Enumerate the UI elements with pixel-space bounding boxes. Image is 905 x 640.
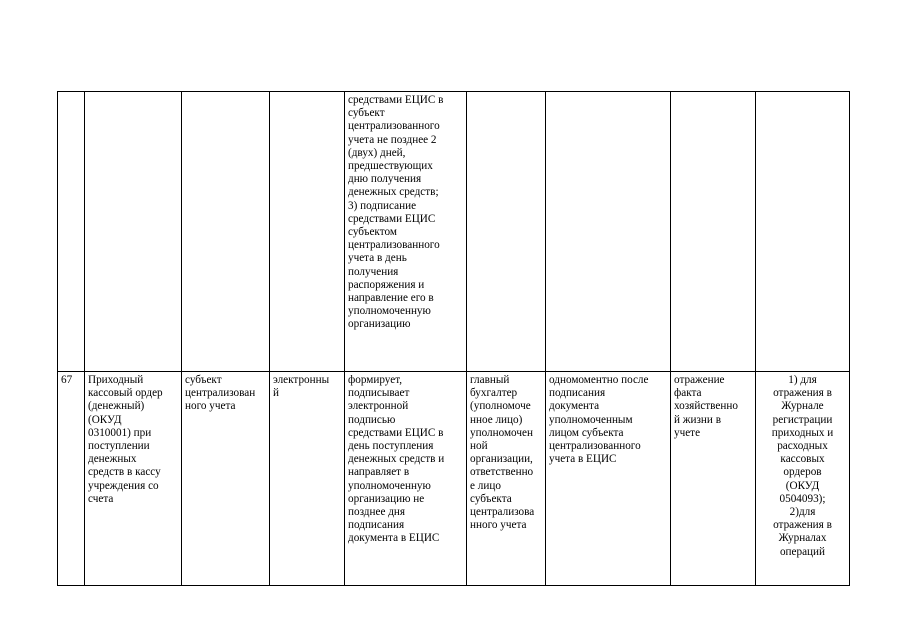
procedure-cell: средствами ЕЦИС в субъект централизованного учета не позднее 2 (двух) дней, предшествующих дню получения денежных средств; 3) подписание средствами ЕЦИС субъектом централизованного учета в день получения распоряжения и направление его в уполномоченную организацию — [345, 92, 467, 372]
procedure-cell: формирует, подписывает электронной подписью средствами ЕЦИС в день поступления денежных средств и направляет в уполномоченную организацию не позднее дня подписания документа в ЕЦИС — [345, 372, 467, 586]
table-row — [58, 372, 850, 586]
row-number-cell — [58, 92, 85, 372]
registration-cell: 1) для отражения в Журнале регистрации приходных и расходных кассовых ордеров (ОКУД 0504093); 2)для отражения в Журналах операций — [756, 372, 850, 586]
table-row — [58, 92, 850, 372]
purpose-cell: отражение факта хозяйственно й жизни в учете — [671, 372, 756, 586]
responsible-cell — [467, 92, 546, 372]
creator-cell: субъект централизован ного учета — [182, 372, 270, 586]
row-number-cell: 67 — [58, 372, 85, 586]
document-table — [57, 91, 850, 586]
deadline-cell: одномоментно после подписания документа уполномоченным лицом субъекта централизованного учета в ЕЦИС — [546, 372, 671, 586]
deadline-cell — [546, 92, 671, 372]
format-cell — [270, 92, 345, 372]
creator-cell — [182, 92, 270, 372]
purpose-cell — [671, 92, 756, 372]
registration-cell — [756, 92, 850, 372]
document-name-cell — [85, 92, 182, 372]
format-cell: электронны й — [270, 372, 345, 586]
responsible-cell: главный бухгалтер (уполномоче нное лицо) уполномочен ной организации, ответственно е лицо субъекта централизова нного учета — [467, 372, 546, 586]
document-name-cell: Приходный кассовый ордер (денежный) (ОКУД 0310001) при поступлении денежных средств в кассу учреждения со счета — [85, 372, 182, 586]
